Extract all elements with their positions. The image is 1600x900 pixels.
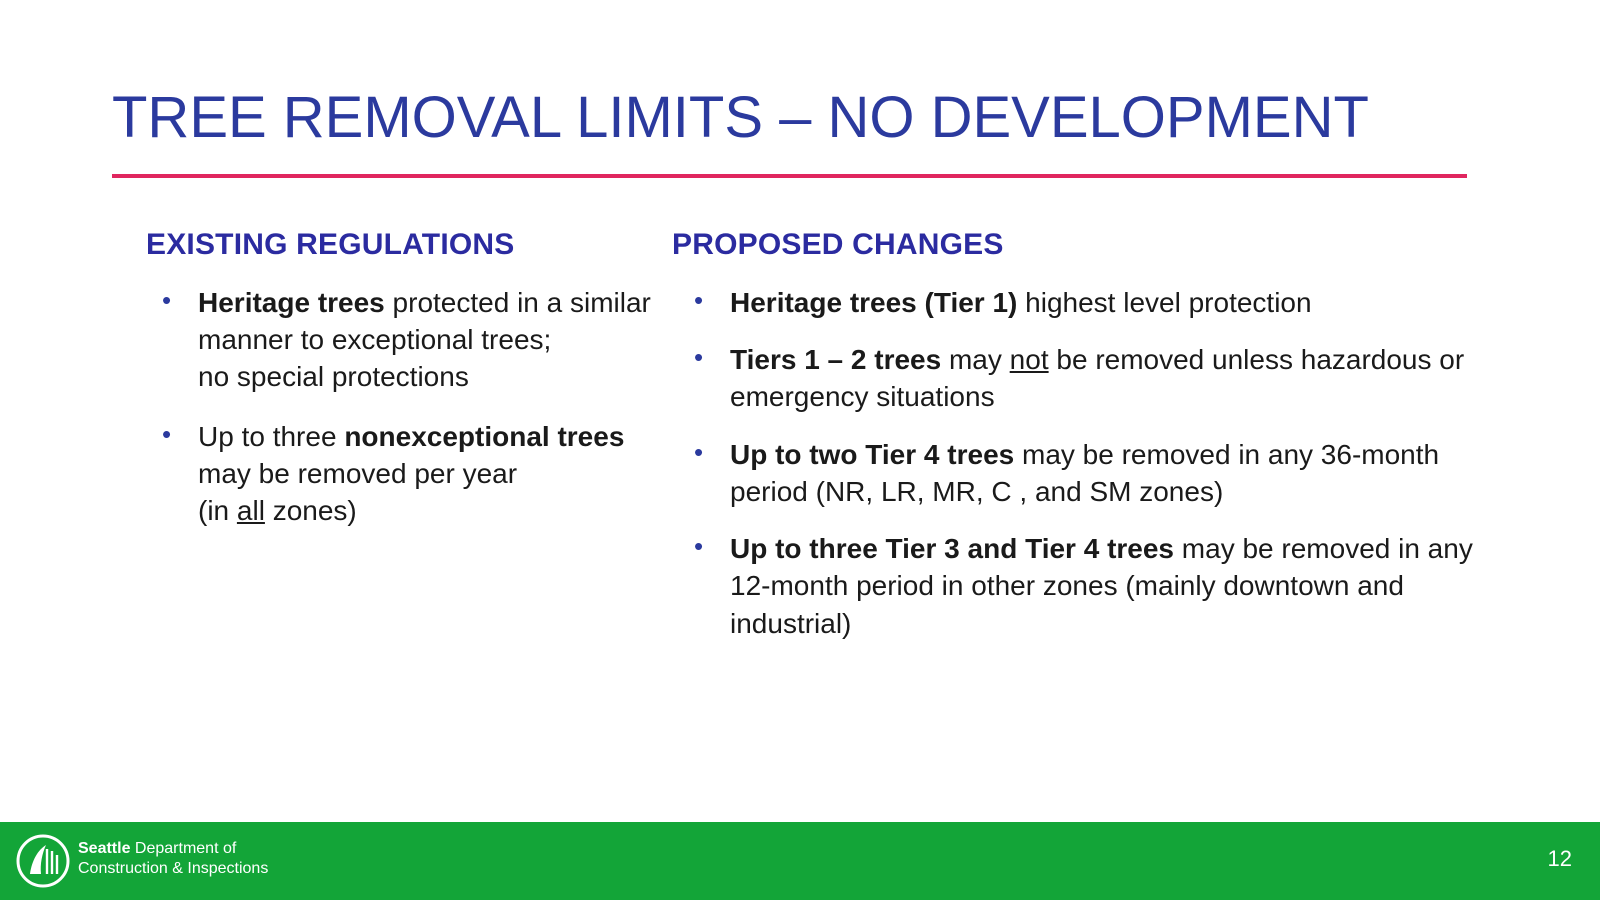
footer-logo-division: Construction & Inspections	[78, 860, 269, 878]
list-item-text: Up to two Tier 4 trees	[730, 438, 1015, 470]
list-item-text: no special protections	[198, 361, 469, 393]
list-item	[672, 530, 1482, 642]
bullet-list-existing	[140, 284, 660, 529]
footer-logo-dept: Department of	[130, 840, 237, 857]
column-existing-regulations	[140, 228, 660, 551]
list-item-text: Up to three Tier 3 and Tier 4 trees	[730, 533, 1175, 565]
list-item-text: all	[236, 495, 265, 527]
list-item	[672, 284, 1482, 321]
list-item-text: Tiers 1 – 2 trees	[730, 344, 942, 376]
column-proposed-changes	[672, 228, 1482, 662]
column-heading-proposed: PROPOSED CHANGES	[672, 228, 1004, 261]
list-item-text: Heritage trees (Tier 1)	[730, 287, 1018, 318]
list-item	[140, 284, 660, 396]
list-item-text: not	[1009, 344, 1049, 376]
title-underline-rule	[112, 174, 1467, 178]
list-item-text: may	[941, 344, 1010, 376]
bullet-list-proposed	[672, 284, 1482, 642]
seattle-sdci-logo-icon	[16, 834, 70, 888]
list-item-text: may be removed in any 36-month period (NR, LR, MR, C , and SM zones)	[730, 438, 1440, 507]
list-item-text: be removed unless hazardous or emergency situations	[730, 344, 1465, 413]
list-item-text: may be removed per year	[198, 457, 518, 489]
list-item-text: zones)	[264, 495, 357, 527]
list-item-text: may be removed in any 12-month period in other zones (mainly downtown and industrial)	[730, 533, 1473, 639]
page-title: TREE REMOVAL LIMITS – NO DEVELOPMENT	[112, 85, 1369, 150]
list-item-text: highest level protection	[1017, 287, 1312, 318]
list-item	[672, 341, 1482, 415]
list-item-text: Up to three	[198, 420, 345, 452]
list-item-text: Heritage trees	[198, 287, 385, 318]
page-number: 12	[1547, 846, 1572, 871]
footer-logo-seattle: Seattle	[78, 840, 131, 857]
list-item-text: nonexceptional trees	[344, 420, 625, 452]
list-item	[140, 418, 660, 530]
list-item	[672, 436, 1482, 510]
list-item-text: protected in a similar manner to exceptional trees;	[198, 287, 651, 356]
footer-logo-text	[78, 839, 268, 880]
list-item-text: (in	[198, 495, 237, 527]
footer-bar	[0, 822, 1600, 900]
column-heading-existing: EXISTING REGULATIONS	[146, 228, 515, 261]
